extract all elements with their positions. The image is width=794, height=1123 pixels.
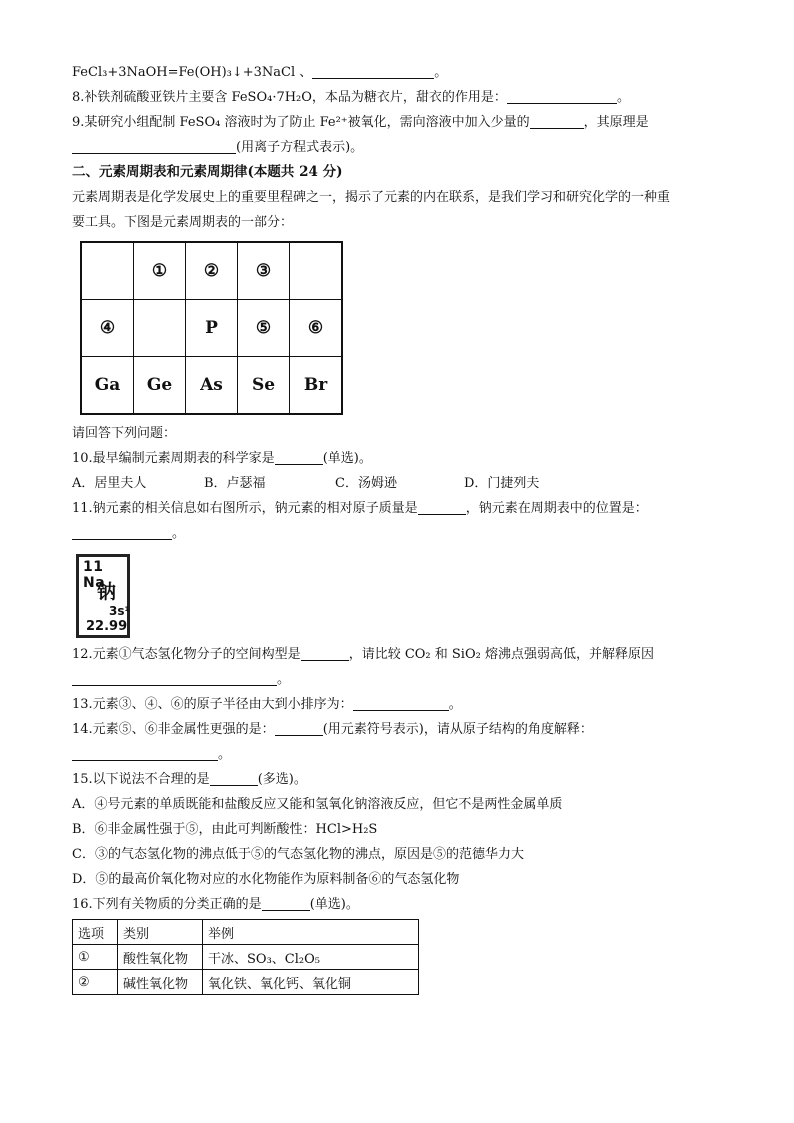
prompt: 请回答下列问题： <box>72 426 177 441</box>
atomic-mass: 22.99 <box>86 619 128 634</box>
table-header-row <box>73 920 419 945</box>
electron-config: 3s¹ <box>109 604 130 618</box>
table-cell: Ga <box>81 357 134 415</box>
table-cell: ① <box>73 945 118 970</box>
question-15-end: (多选)。 <box>257 772 307 787</box>
question-11-text-b: ，钠元素在周期表中的位置是： <box>465 501 648 516</box>
table-cell: Br <box>290 357 343 415</box>
punct: 。 <box>218 747 232 762</box>
question-9-text-b: ，其原理是 <box>583 115 649 130</box>
answer-blank[interactable] <box>275 450 323 465</box>
classification-table <box>72 919 419 995</box>
table-cell: Se <box>238 357 290 415</box>
table-cell: ⑥ <box>290 300 343 357</box>
periodic-table <box>80 241 343 415</box>
answer-blank[interactable] <box>530 114 584 129</box>
question-16 <box>72 892 722 917</box>
answer-blank[interactable] <box>301 646 349 661</box>
table-header-cell: 举例 <box>203 920 419 945</box>
question-8-text: 8.补铁剂硫酸亚铁片主要含 FeSO₄·7H₂O，本品为糖衣片，甜衣的作用是： <box>72 90 507 105</box>
table-cell: 酸性氧化物 <box>118 945 203 970</box>
punct: 。 <box>172 526 186 541</box>
question-8 <box>72 85 722 110</box>
line-fecl3 <box>72 60 722 85</box>
table-row <box>81 242 342 300</box>
answer-blank[interactable] <box>418 500 466 515</box>
table-cell: 干冰、SO₃、Cl₂O₅ <box>203 945 419 970</box>
answer-blank[interactable] <box>312 64 434 79</box>
sodium-element-card <box>76 554 130 638</box>
punct: 。 <box>616 90 630 105</box>
table-row <box>73 970 419 995</box>
table-cell: ② <box>73 970 118 995</box>
table-header-cell: 类别 <box>118 920 203 945</box>
table-cell <box>81 242 134 300</box>
punct: 。 <box>448 697 462 712</box>
question-11-cont <box>72 521 722 546</box>
question-10-end: (单选)。 <box>322 451 372 466</box>
table-cell: ③ <box>238 242 290 300</box>
question-16-text: 16.下列有关物质的分类正确的是 <box>72 897 262 912</box>
section-intro-2: 要工具。下图是元素周期表的一部分： <box>72 215 294 230</box>
equation-text: FeCl₃+3NaOH=Fe(OH)₃↓+3NaCl 、 <box>72 65 313 80</box>
answer-blank[interactable] <box>262 896 310 911</box>
table-row <box>81 300 342 357</box>
option-c[interactable]: C．汤姆逊 <box>335 476 397 491</box>
answer-blank[interactable] <box>353 696 449 711</box>
question-15-option-a[interactable]: A．④号元素的单质既能和盐酸反应又能和氢氧化钠溶液反应，但它不是两性金属单质 <box>72 797 563 812</box>
question-13 <box>72 692 722 717</box>
table-row <box>81 357 342 415</box>
atomic-number: 11 Na <box>83 559 106 591</box>
question-14-text-b: (用元素符号表示)，请从原子结构的角度解释： <box>322 722 593 737</box>
table-header-cell: 选项 <box>73 920 118 945</box>
option-d[interactable]: D．门捷列夫 <box>464 476 540 491</box>
question-9-cont <box>72 135 722 160</box>
question-15-option-b[interactable]: B．⑥非金属性强于⑤，由此可判断酸性：HCl>H₂S <box>72 822 378 837</box>
table-cell: 碱性氧化物 <box>118 970 203 995</box>
table-cell: 氧化铁、氧化钙、氧化铜 <box>203 970 419 995</box>
section-intro-1: 元素周期表是化学发展史上的重要里程碑之一，揭示了元素的内在联系，是我们学习和研究化学的一种重 <box>72 190 671 205</box>
question-13-text: 13.元素③、④、⑥的原子半径由大到小排序为： <box>72 697 353 712</box>
element-name: 钠 <box>97 581 117 603</box>
question-11 <box>72 496 722 521</box>
question-15-option-c[interactable]: C．③的气态氢化物的沸点低于⑤的气态氢化物的沸点，原因是⑤的范德华力大 <box>72 847 524 862</box>
question-12-text: 12.元素①气态氢化物分子的空间构型是 <box>72 647 301 662</box>
answer-blank[interactable] <box>210 771 258 786</box>
question-12 <box>72 642 722 667</box>
answer-blank[interactable] <box>275 721 323 736</box>
question-14 <box>72 717 722 742</box>
question-10-text: 10.最早编制元素周期表的科学家是 <box>72 451 275 466</box>
question-14-text: 14.元素⑤、⑥非金属性更强的是： <box>72 722 275 737</box>
question-10-options <box>72 471 722 496</box>
question-16-end: (单选)。 <box>309 897 359 912</box>
table-cell: ⑤ <box>238 300 290 357</box>
answer-blank[interactable] <box>72 746 218 761</box>
question-15-option-d[interactable]: D．⑤的最高价氧化物对应的水化物能作为原料制备⑥的气态氢化物 <box>72 872 460 887</box>
document-page <box>72 60 722 995</box>
answer-blank[interactable] <box>507 89 617 104</box>
table-row <box>73 945 419 970</box>
question-15-text: 15.以下说法不合理的是 <box>72 772 210 787</box>
table-cell: As <box>186 357 238 415</box>
table-cell: ② <box>186 242 238 300</box>
option-a[interactable]: A．居里夫人 <box>72 476 147 491</box>
question-11-text: 11.钠元素的相关信息如右图所示，钠元素的相对原子质量是 <box>72 501 418 516</box>
table-cell: ④ <box>81 300 134 357</box>
question-15 <box>72 767 722 792</box>
question-9 <box>72 110 722 135</box>
table-cell <box>290 242 343 300</box>
punct: 。 <box>277 672 291 687</box>
question-12-cont <box>72 667 722 692</box>
table-cell: P <box>186 300 238 357</box>
table-cell <box>134 300 186 357</box>
question-14-cont <box>72 742 722 767</box>
question-12-text-b: ，请比较 CO₂ 和 SiO₂ 熔沸点强弱高低，并解释原因 <box>348 647 654 662</box>
table-cell: Ge <box>134 357 186 415</box>
answer-blank[interactable] <box>72 525 172 540</box>
answer-blank[interactable] <box>72 139 236 154</box>
section-title: 二、元素周期表和元素周期律(本题共 24 分) <box>72 164 343 180</box>
answer-blank[interactable] <box>72 671 277 686</box>
table-cell: ① <box>134 242 186 300</box>
question-10 <box>72 446 722 471</box>
option-b[interactable]: B．卢瑟福 <box>204 476 266 491</box>
punct: 。 <box>434 65 448 80</box>
question-9-text-c: (用离子方程式表示)。 <box>236 140 364 155</box>
question-9-text: 9.某研究小组配制 FeSO₄ 溶液时为了防止 Fe²⁺被氧化，需向溶液中加入少量的 <box>72 115 530 130</box>
